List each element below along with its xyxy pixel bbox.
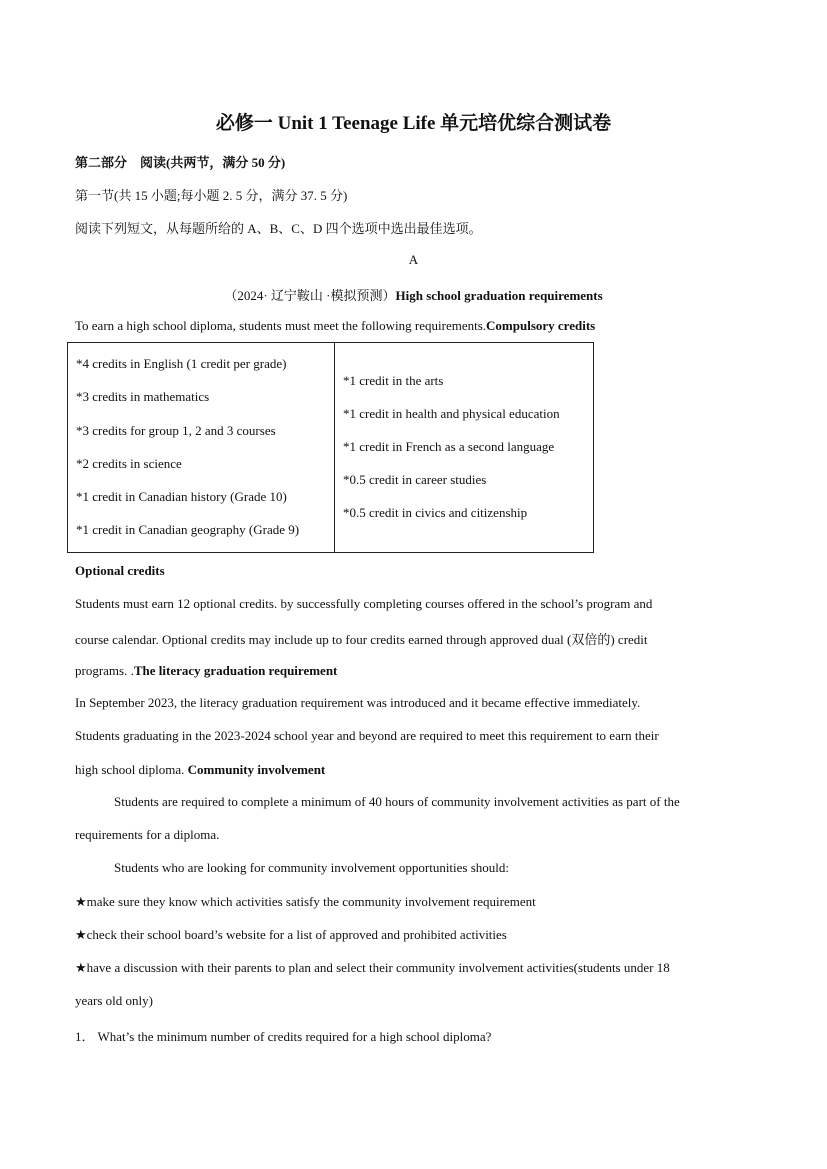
table-cell: *2 credits in science — [76, 456, 182, 471]
question-1: 1． What’s the minimum number of credits required for a high school diploma? — [75, 1029, 492, 1044]
intro-text: To earn a high school diploma, students must meet the following requirements. — [75, 318, 487, 333]
credits-table-left-column — [68, 343, 335, 552]
table-cell: *1 credit in Canadian history (Grade 10) — [76, 489, 287, 504]
document-title: 必修一 Unit 1 Teenage Life 单元培优综合测试卷 — [215, 113, 612, 134]
bullet-item-continuation: years old only) — [75, 993, 153, 1008]
compulsory-heading: Compulsory credits — [486, 318, 596, 333]
table-cell: *3 credits for group 1, 2 and 3 courses — [76, 423, 276, 438]
bullet-item: ★make sure they know which activities satisfy the community involvement requirement — [75, 894, 536, 909]
table-cell: *1 credit in health and physical education — [343, 406, 560, 421]
bullet-item: ★have a discussion with their parents to plan and select their community involvement activities(students under 18 — [75, 960, 670, 975]
instruction-line: 阅读下列短文，从每题所给的 A、B、C、D 四个选项中选出最佳选项。 — [75, 221, 482, 236]
literacy-line-3 — [75, 762, 325, 778]
looking-line: Students who are looking for community involvement opportunities should: — [114, 860, 510, 875]
table-cell: *1 credit in the arts — [343, 373, 444, 388]
credits-table — [67, 342, 594, 553]
literacy-line-3-text: high school diploma. — [75, 762, 185, 777]
table-cell: *3 credits in mathematics — [76, 389, 210, 404]
literacy-line-1: In September 2023, the literacy graduation requirement was introduced and it became effective immediately. — [75, 695, 641, 710]
optional-line-3 — [75, 663, 337, 679]
intro-paragraph — [75, 318, 595, 334]
optional-heading: Optional credits — [75, 563, 165, 578]
table-cell: *0.5 credit in career studies — [343, 472, 487, 487]
community-heading: Community involvement — [187, 762, 326, 777]
credits-table-right-column — [335, 343, 593, 552]
optional-line-2: course calendar. Optional credits may include up to four credits earned through approved dual (双倍的) credit — [75, 632, 648, 647]
table-cell: *1 credit in French as a second language — [343, 439, 555, 454]
optional-line-3-text: programs. . — [75, 663, 134, 678]
table-cell: *1 credit in Canadian geography (Grade 9) — [76, 522, 300, 537]
passage-letter: A — [408, 252, 419, 267]
passage-heading — [0, 285, 827, 304]
community-line-1: Students are required to complete a minimum of 40 hours of community involvement activities as part of the — [114, 794, 680, 809]
part-heading: 第二部分 阅读(共两节，满分 50 分) — [75, 155, 286, 170]
literacy-line-2: Students graduating in the 2023-2024 school year and beyond are required to meet this requirement to earn their — [75, 728, 659, 743]
source-note: （2024· 辽宁鞍山 ·模拟预测） — [224, 288, 396, 303]
bullet-item: ★check their school board’s website for a list of approved and prohibited activities — [75, 927, 507, 942]
community-line-2: requirements for a diploma. — [75, 827, 220, 842]
section-line: 第一节(共 15 小题;每小题 2. 5 分，满分 37. 5 分) — [75, 188, 348, 203]
table-cell: *0.5 credit in civics and citizenship — [343, 505, 528, 520]
optional-line-1: Students must earn 12 optional credits. by successfully completing courses offered in the school’s program and — [75, 596, 653, 611]
literacy-heading: The literacy graduation requirement — [133, 663, 338, 678]
passage-title: High school graduation requirements — [395, 288, 603, 303]
table-cell: *4 credits in English (1 credit per grade) — [76, 356, 287, 371]
